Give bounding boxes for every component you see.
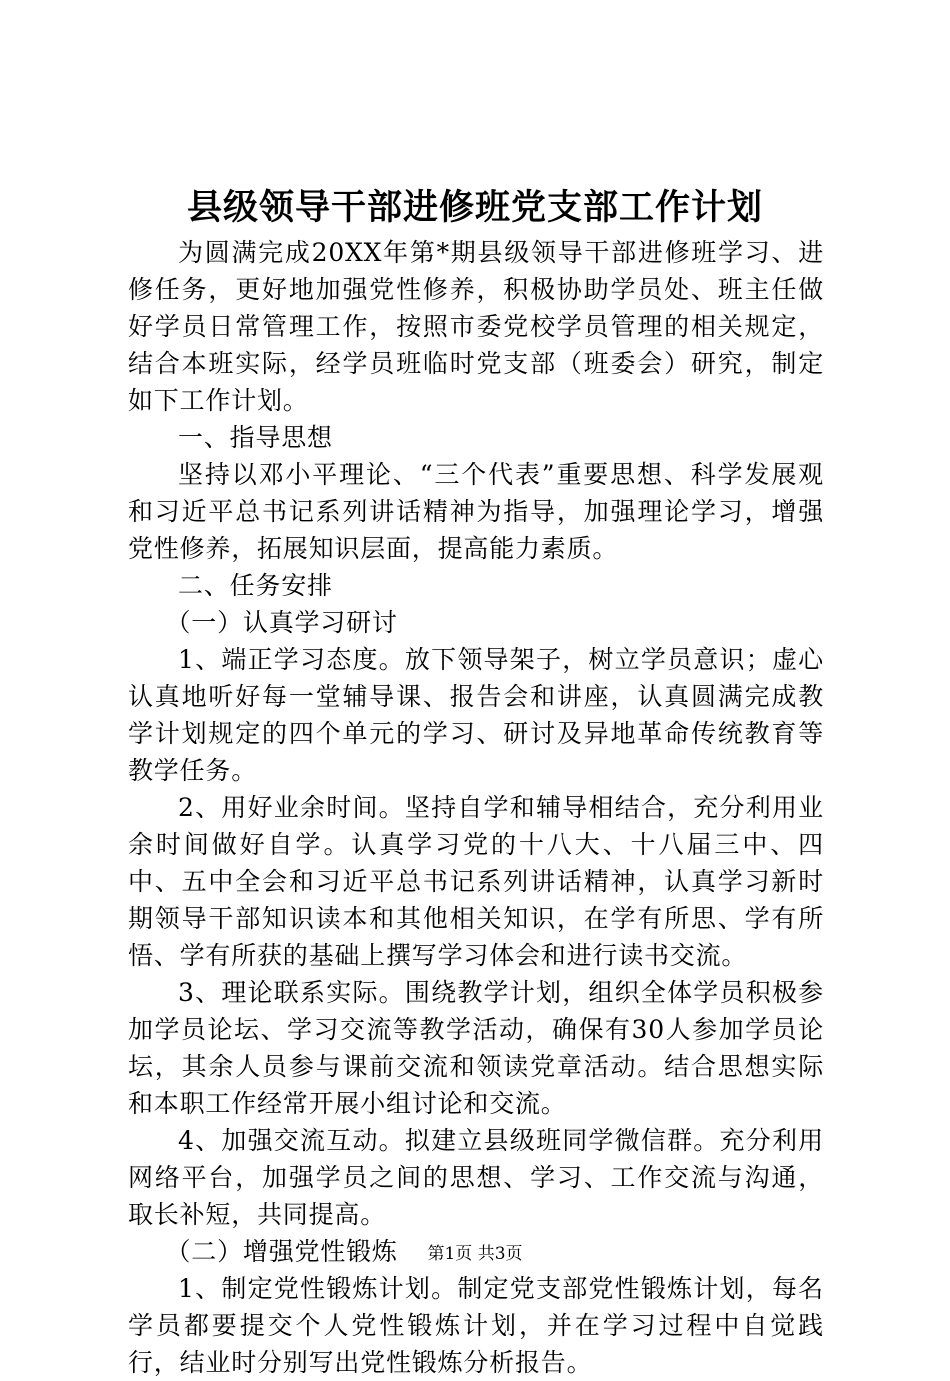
study-item-1: 1、端正学习态度。放下领导架子，树立学员意识；虚心认真地听好每一堂辅导课、报告会和讲座，认真圆满完成教学计划规定的四个单元的学习、研讨及异地革命传统教育等教学任务。 bbox=[128, 645, 824, 785]
subsection-heading-study: （一）认真学习研讨 bbox=[165, 608, 398, 637]
document-title: 县级领导干部进修班党支部工作计划 bbox=[186, 187, 763, 228]
section-heading-task-arrangement: 二、任务安排 bbox=[178, 571, 333, 600]
section-heading-guiding-ideology: 一、指导思想 bbox=[178, 423, 333, 452]
intro-paragraph: 为圆满完成20XX年第*期县级领导干部进修班学习、进修任务，更好地加强党性修养，积极协助学员处、班主任做好学员日常管理工作，按照市委党校学员管理的相关规定，结合本班实际，经学员班临时党支部（班委会）研究，制定如下工作计划。 bbox=[128, 238, 824, 415]
page-number-footer: 第1页 共3页 bbox=[427, 1244, 523, 1264]
subsection-heading-party-spirit: （二）增强党性锻炼 bbox=[165, 1237, 398, 1266]
party-spirit-item-1: 1、制定党性锻炼计划。制定党支部党性锻炼计划，每名学员都要提交个人党性锻炼计划，并在学习过程中自觉践行，结业时分别写出党性锻炼分析报告。 bbox=[128, 1274, 824, 1377]
study-item-3: 3、理论联系实际。围绕教学计划，组织全体学员积极参加学员论坛、学习交流等教学活动，确保有30人参加学员论坛，其余人员参与课前交流和领读党章活动。结合思想实际和本职工作经常开展小组讨论和交流。 bbox=[128, 978, 824, 1118]
document-body bbox=[128, 234, 824, 1381]
study-item-2: 2、用好业余时间。坚持自学和辅导相结合，充分利用业余时间做好自学。认真学习党的十八大、十八届三中、四中、五中全会和习近平总书记系列讲话精神，认真学习新时期领导干部知识读本和其他相关知识，在学有所思、学有所悟、学有所获的基础上撰写学习体会和进行读书交流。 bbox=[128, 793, 824, 970]
guiding-ideology-paragraph: 坚持以邓小平理论、“三个代表”重要思想、科学发展观和习近平总书记系列讲话精神为指导，加强理论学习，增强党性修养，拓展知识层面，提高能力素质。 bbox=[128, 460, 824, 563]
study-item-4: 4、加强交流互动。拟建立县级班同学微信群。充分利用网络平台，加强学员之间的思想、学习、工作交流与沟通，取长补短，共同提高。 bbox=[128, 1126, 824, 1229]
